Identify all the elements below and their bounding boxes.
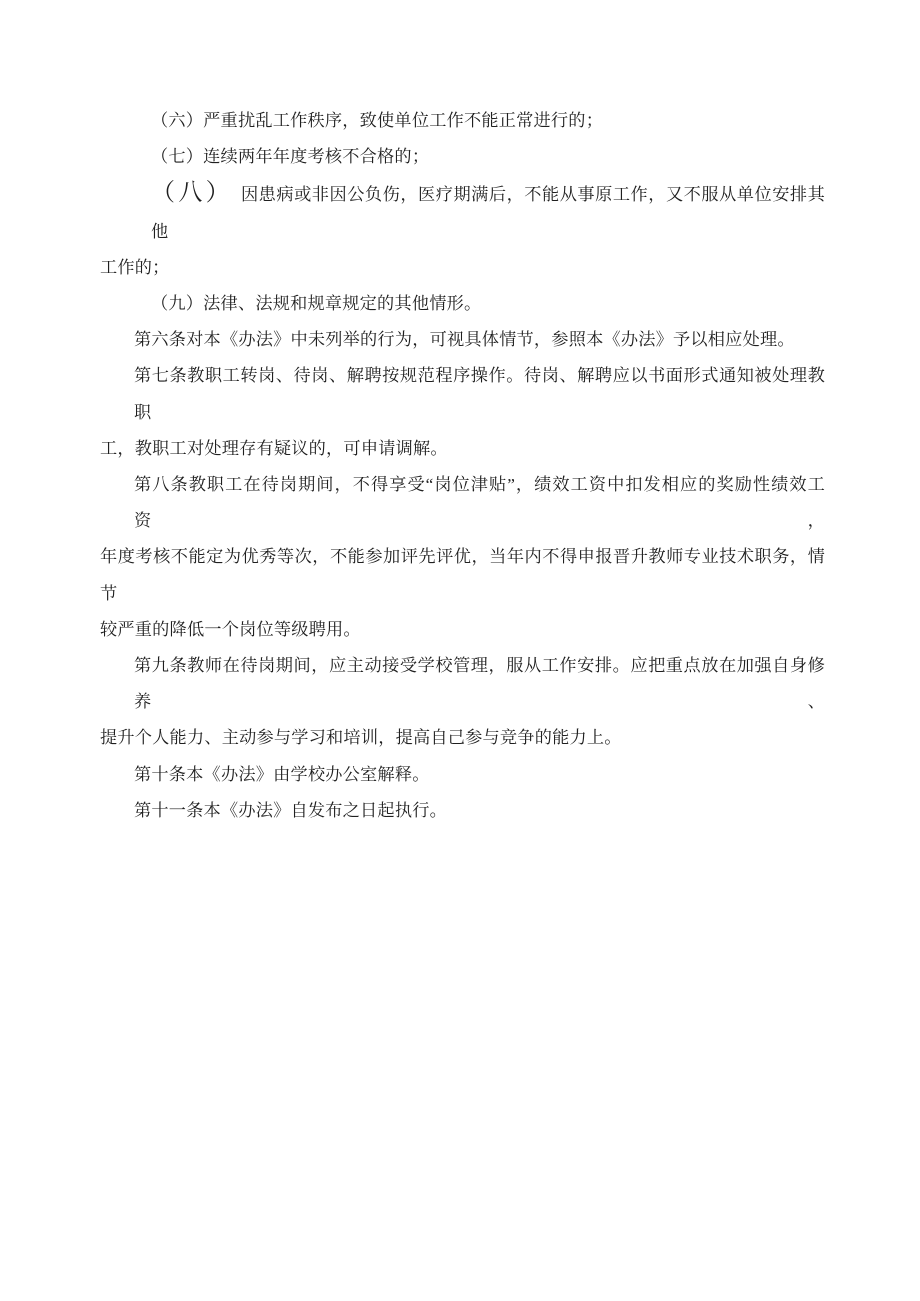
text-line: 提升个人能力、主动参与学习和培训，提高自己参与竞争的能力上。 bbox=[100, 728, 622, 748]
text-line bbox=[100, 175, 825, 249]
text-line: 第八条教职工在待岗期间，不得享受“岗位津贴”，绩效工资中扣发相应的奖励性绩效工资， bbox=[134, 475, 825, 531]
text-line: 第九条教师在待岗期间，应主动接受学校管理，服从工作安排。应把重点放在加强自身修养、 bbox=[134, 656, 825, 712]
text-line-rest: 因患病或非因公负伤，医疗期满后，不能从事原工作，又不服从单位安排其他 bbox=[151, 185, 826, 241]
enlarged-item-number: （八） bbox=[151, 180, 233, 207]
text-line: 第十条本《办法》由学校办公室解释。 bbox=[134, 764, 430, 784]
text-line: 年度考核不能定为优秀等次，不能参加评先评优，当年内不得申报晋升教师专业技术职务，情节 bbox=[100, 547, 825, 603]
text-line: 第六条对本《办法》中未列举的行为，可视具体情节，参照本《办法》予以相应处理。 bbox=[134, 330, 795, 350]
text-line: （七）连续两年年度考核不合格的； bbox=[151, 147, 430, 167]
text-line: 第七条教职工转岗、待岗、解聘按规范程序操作。待岗、解聘应以书面形式通知被处理教职 bbox=[134, 366, 825, 422]
text-line: 第十一条本《办法》自发布之日起执行。 bbox=[134, 800, 447, 820]
text-line: （九）法律、法规和规章规定的其他情形。 bbox=[151, 294, 482, 314]
text-line: （六）严重扰乱工作秩序，致使单位工作不能正常进行的； bbox=[151, 111, 604, 130]
text-line: 较严重的降低一个岗位等级聘用。 bbox=[100, 619, 361, 639]
document-body bbox=[100, 103, 825, 829]
text-line: 工，教职工对处理存有疑议的，可申请调解。 bbox=[100, 438, 448, 458]
text-line: 工作的； bbox=[100, 257, 170, 277]
